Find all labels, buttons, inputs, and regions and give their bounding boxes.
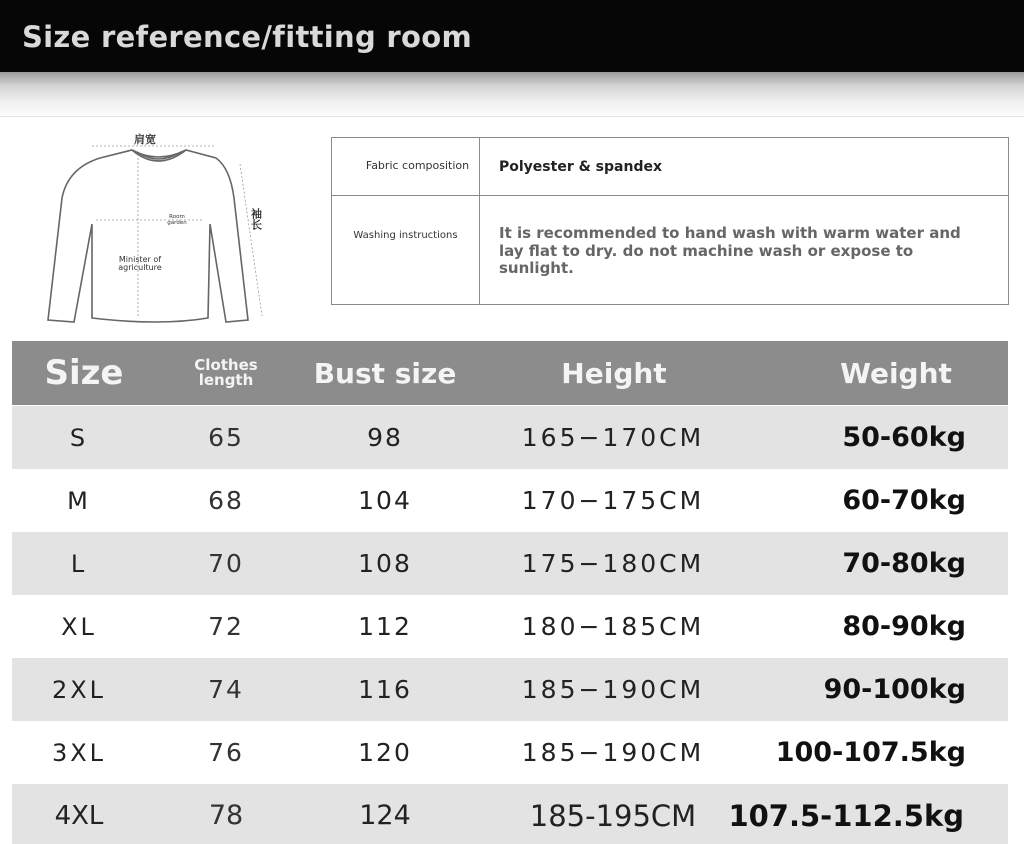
washing-row	[332, 196, 1008, 304]
sleeve-measure-line	[240, 164, 262, 316]
size-cell: L	[70, 549, 88, 578]
length-cell: 70	[208, 549, 244, 578]
product-info-table	[331, 137, 1009, 305]
weight-cell: 60-70kg	[842, 485, 966, 516]
weight-cell: 50-60kg	[842, 422, 966, 453]
size-cell: M	[67, 486, 91, 515]
header-bar	[0, 0, 1024, 72]
shirt-outline	[48, 150, 248, 322]
table-row	[12, 532, 1008, 595]
weight-cell: 70-80kg	[842, 548, 966, 579]
height-cell: 165−170CM	[521, 423, 705, 452]
weight-cell: 100-107.5kg	[775, 737, 966, 768]
height-cell: 170−175CM	[521, 486, 705, 515]
weight-cell: 107.5-112.5kg	[728, 798, 964, 833]
bust-cell: 124	[359, 800, 411, 831]
fabric-key: Fabric composition	[332, 138, 480, 195]
length-label: Minister of agriculture	[118, 255, 162, 273]
table-row	[12, 784, 1008, 844]
weight-cell: 90-100kg	[823, 674, 966, 705]
table-row	[12, 721, 1008, 784]
header-clothes-length: Clothes length	[194, 356, 258, 389]
size-cell: S	[69, 423, 89, 452]
length-cell: 76	[208, 738, 244, 767]
size-cell: 4XL	[54, 800, 104, 831]
length-cell: 72	[208, 612, 244, 641]
length-cell: 74	[208, 675, 244, 704]
bust-cell: 116	[358, 675, 412, 704]
height-cell: 185−190CM	[521, 738, 705, 767]
size-cell: XL	[61, 612, 97, 641]
washing-value: It is recommended to hand wash with warm water and lay flat to dry. do not machine wash or expose to sunlight.	[499, 224, 961, 278]
bust-cell: 112	[358, 612, 412, 641]
table-row	[12, 469, 1008, 532]
length-cell: 65	[208, 423, 244, 452]
header-weight: Weight	[840, 356, 952, 390]
bust-cell: 104	[358, 486, 412, 515]
header-bust-size: Bust size	[313, 356, 457, 390]
bust-cell: 108	[358, 549, 412, 578]
page-title: Size reference/fitting room	[22, 20, 472, 54]
header-size: Size	[44, 353, 124, 393]
height-cell: 185−190CM	[521, 675, 705, 704]
size-cell: 2XL	[51, 675, 107, 704]
shoulder-label: 肩宽	[134, 133, 156, 146]
washing-key: Washing instructions	[332, 196, 480, 304]
height-cell: 180−185CM	[521, 612, 705, 641]
length-cell: 68	[208, 486, 244, 515]
table-row	[12, 658, 1008, 721]
chest-label: Room garden	[167, 214, 187, 226]
height-cell: 185-195CM	[529, 798, 697, 833]
table-row	[12, 406, 1008, 469]
shirt-diagram	[40, 128, 280, 328]
height-cell: 175−180CM	[521, 549, 705, 578]
sleeve-label: 袖长	[249, 208, 263, 230]
bust-cell: 98	[367, 423, 403, 452]
weight-cell: 80-90kg	[842, 611, 966, 642]
table-row	[12, 595, 1008, 658]
length-cell: 78	[208, 800, 244, 831]
header-height: Height	[561, 356, 667, 390]
size-chart-header	[12, 341, 1008, 405]
fabric-value: Polyester & spandex	[499, 158, 662, 175]
size-cell: 3XL	[51, 738, 107, 767]
fabric-row	[332, 138, 1008, 196]
divider	[0, 116, 1024, 117]
bust-cell: 120	[358, 738, 412, 767]
header-shadow	[0, 72, 1024, 118]
